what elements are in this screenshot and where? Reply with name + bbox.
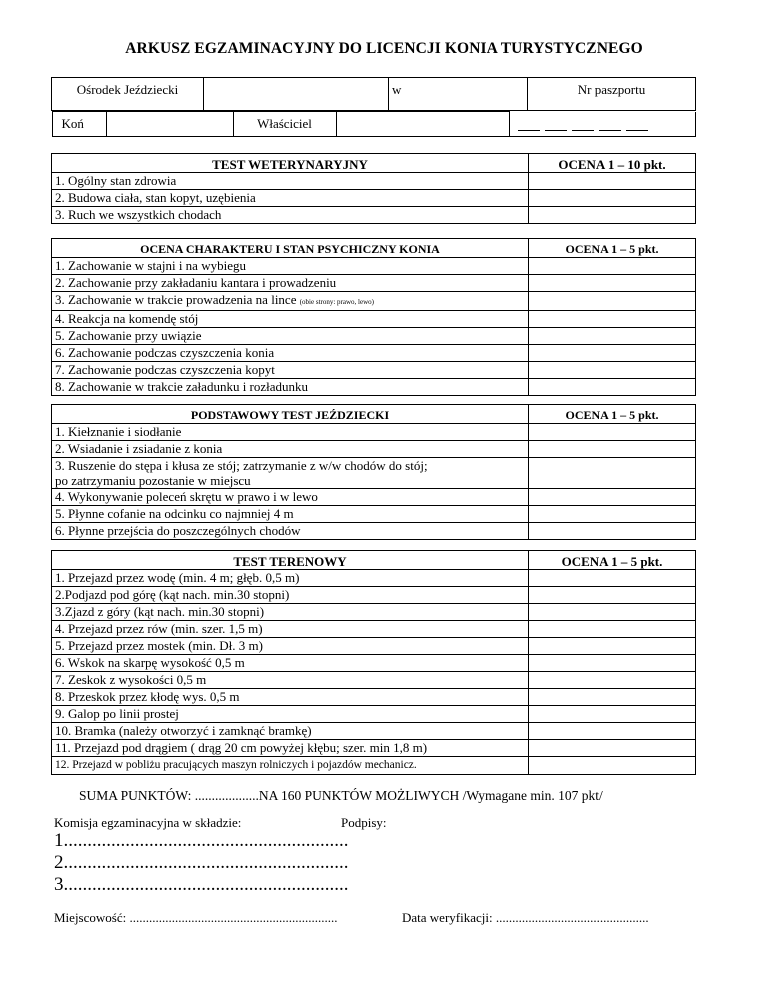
score-cell[interactable] (529, 328, 696, 345)
list-item: 9. Galop po linii prostej (52, 706, 529, 723)
list-item: 4. Reakcja na komendę stój (52, 311, 529, 328)
score-cell[interactable] (529, 706, 696, 723)
list-item: 5. Przejazd przez mostek (min. Dł. 3 m) (52, 638, 529, 655)
document-title: ARKUSZ EGZAMINACYJNY DO LICENCJI KONIA TURYSTYCZNEGO (125, 40, 643, 57)
score-cell[interactable] (529, 523, 696, 540)
total-score-line: SUMA PUNKTÓW: ...................NA 160 PUNKTÓW MOŻLIWYCH /Wymagane min. 107 pkt/ (79, 788, 603, 803)
section-terrain (51, 550, 696, 775)
score-cell[interactable] (529, 190, 696, 207)
list-item: 4. Wykonywanie poleceń skrętu w prawo i w lewo (52, 489, 529, 506)
list-item: 12. Przejazd w pobliżu pracujących maszyn rolniczych i pojazdów mechanicz. (52, 757, 529, 775)
commission-label: Komisja egzaminacyjna w składzie: (54, 815, 242, 830)
score-cell[interactable] (529, 506, 696, 523)
list-item: 2. Wsiadanie i zsiadanie z konia (52, 441, 529, 458)
score-cell[interactable] (529, 362, 696, 379)
score-header: OCENA 1 – 5 pkt. (529, 551, 696, 570)
item-note: (obie strony: prawo, lewo) (299, 298, 374, 306)
score-cell[interactable] (529, 587, 696, 604)
list-item: 7. Zeskok z wysokości 0,5 m (52, 672, 529, 689)
score-cell[interactable] (529, 424, 696, 441)
list-item: 6. Zachowanie podczas czyszczenia konia (52, 345, 529, 362)
score-cell[interactable] (529, 672, 696, 689)
commission-member-3[interactable]: 3............................................................ (54, 874, 349, 895)
list-item: 7. Zachowanie podczas czyszczenia kopyt (52, 362, 529, 379)
list-item: 1. Kiełznanie i siodłanie (52, 424, 529, 441)
score-cell[interactable] (529, 458, 696, 489)
list-item: 8. Zachowanie w trakcie załadunku i rozładunku (52, 379, 529, 396)
section-title: PODSTAWOWY TEST JEŹDZIECKI (52, 405, 529, 424)
location-field[interactable]: Miejscowość: ................................................................ (54, 910, 338, 925)
score-cell[interactable] (529, 292, 696, 311)
osrodek-label: Ośrodek Jeździecki (52, 78, 204, 111)
score-cell[interactable] (529, 638, 696, 655)
list-item: 2. Zachowanie przy zakładaniu kantara i prowadzeniu (52, 275, 529, 292)
w-label: w (389, 78, 414, 111)
w-field[interactable] (413, 78, 528, 111)
list-item: 11. Przejazd pod drągiem ( drąg 20 cm powyżej kłębu; szer. min 1,8 m) (52, 740, 529, 757)
list-item: 1. Przejazd przez wodę (min. 4 m; głęb. 0,5 m) (52, 570, 529, 587)
commission-member-1[interactable]: 1............................................................ (54, 830, 349, 851)
list-item: 1. Ogólny stan zdrowia (52, 173, 529, 190)
section-title: TEST TERENOWY (52, 551, 529, 570)
osrodek-field[interactable] (204, 78, 389, 111)
score-header: OCENA 1 – 10 pkt. (529, 154, 696, 173)
list-item: 10. Bramka (należy otworzyć i zamknąć bramkę) (52, 723, 529, 740)
list-item: 3. Ruszenie do stępa i kłusa ze stój; zatrzymanie z w/w chodów do stój; po zatrzymaniu pozostanie w miejscu (52, 458, 529, 489)
owner-field[interactable] (336, 112, 509, 137)
score-cell[interactable] (529, 379, 696, 396)
section-character (51, 238, 696, 396)
score-cell[interactable] (529, 258, 696, 275)
signatures-label: Podpisy: (341, 815, 387, 830)
score-cell[interactable] (529, 570, 696, 587)
score-cell[interactable] (529, 489, 696, 506)
section-veterinary (51, 153, 696, 224)
list-item: 3. Ruch we wszystkich chodach (52, 207, 529, 224)
commission-member-2[interactable]: 2............................................................ (54, 852, 349, 873)
score-header: OCENA 1 – 5 pkt. (529, 239, 696, 258)
score-cell[interactable] (529, 275, 696, 292)
list-item: 8. Przeskok przez kłodę wys. 0,5 m (52, 689, 529, 706)
verification-date-field[interactable]: Data weryfikacji: ............................................... (402, 910, 649, 925)
score-cell[interactable] (529, 740, 696, 757)
list-item: 4. Przejazd przez rów (min. szer. 1,5 m) (52, 621, 529, 638)
passport-field[interactable] (509, 112, 695, 137)
list-item: 2. Budowa ciała, stan kopyt, uzębienia (52, 190, 529, 207)
passport-label: Nr paszportu (528, 78, 696, 111)
list-item: 6. Wskok na skarpę wysokość 0,5 m (52, 655, 529, 672)
score-cell[interactable] (529, 655, 696, 672)
score-cell[interactable] (529, 441, 696, 458)
list-item: 6. Płynne przejścia do poszczególnych chodów (52, 523, 529, 540)
list-item: 3. Zachowanie w trakcie prowadzenia na lince (obie strony: prawo, lewo) (52, 292, 529, 311)
score-header: OCENA 1 – 5 pkt. (529, 405, 696, 424)
section-title: OCENA CHARAKTERU I STAN PSYCHICZNY KONIA (52, 239, 529, 258)
score-cell[interactable] (529, 207, 696, 224)
list-item: 1. Zachowanie w stajni i na wybiegu (52, 258, 529, 275)
section-title: TEST WETERYNARYJNY (52, 154, 529, 173)
header-table (51, 77, 696, 137)
score-cell[interactable] (529, 311, 696, 328)
score-cell[interactable] (529, 173, 696, 190)
score-cell[interactable] (529, 621, 696, 638)
list-item: 5. Zachowanie przy uwiązie (52, 328, 529, 345)
kon-field[interactable] (106, 112, 233, 137)
list-item: 5. Płynne cofanie na odcinku co najmniej 4 m (52, 506, 529, 523)
score-cell[interactable] (529, 689, 696, 706)
score-cell[interactable] (529, 345, 696, 362)
score-cell[interactable] (529, 723, 696, 740)
kon-label: Koń (52, 112, 106, 137)
list-item: 3.Zjazd z góry (kąt nach. min.30 stopni) (52, 604, 529, 621)
score-cell[interactable] (529, 604, 696, 621)
score-cell[interactable] (529, 757, 696, 775)
list-item: 2.Podjazd pod górę (kąt nach. min.30 stopni) (52, 587, 529, 604)
owner-label: Właściciel (233, 112, 336, 137)
section-riding (51, 404, 696, 540)
